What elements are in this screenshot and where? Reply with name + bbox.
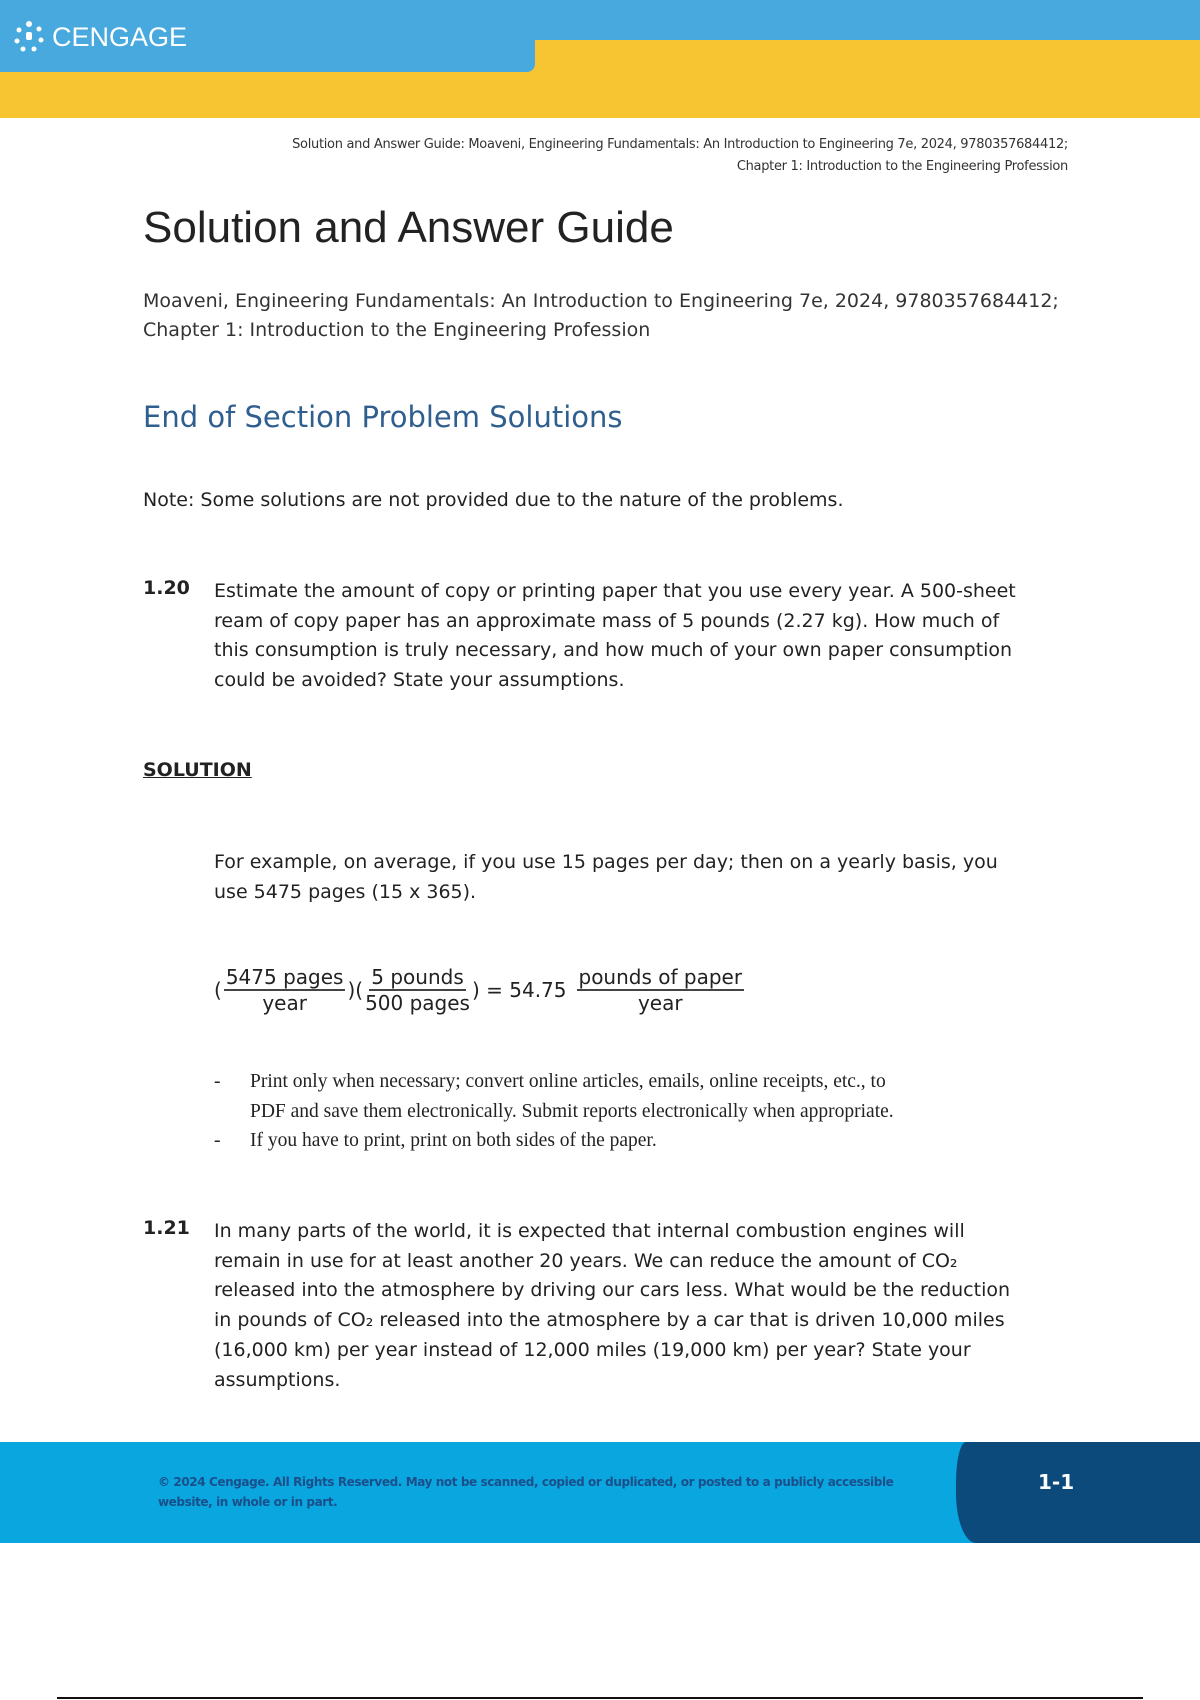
- problem-line: in pounds of CO₂ released into the atmosphere by a car that is driven 10,000 miles: [214, 1309, 1005, 1332]
- bullet-item: [214, 1126, 657, 1156]
- solution-line: For example, on average, if you use 15 pages per day; then on a yearly basis, you: [214, 851, 998, 873]
- problem-line: assumptions.: [214, 1368, 341, 1391]
- page-number: 1-1: [1038, 1470, 1075, 1494]
- solution-heading: SOLUTION: [143, 759, 252, 781]
- problem-line: could be avoided? State your assumptions.: [214, 669, 625, 692]
- fraction-result-units: [577, 965, 745, 1015]
- problem-line: Estimate the amount of copy or printing paper that you use every year. A 500-sheet: [214, 580, 1016, 602]
- denominator: 500 pages: [365, 991, 470, 1015]
- formula-times: )(: [347, 978, 364, 1002]
- running-header-line-1: Solution and Answer Guide: Moaveni, Engineering Fundamentals: An Introduction to Engineering 7e, 2024, 9780357684412;: [292, 137, 1068, 152]
- numerator: pounds of paper: [578, 965, 743, 989]
- book-citation-line-2: Chapter 1: Introduction to the Engineering Profession: [143, 319, 651, 341]
- paper-mass-formula: [214, 965, 746, 1015]
- numerator: 5 pounds: [371, 965, 464, 989]
- running-header-line-2: Chapter 1: Introduction to the Engineering Profession: [736, 159, 1068, 174]
- denominator: year: [637, 991, 683, 1015]
- problem-line: In many parts of the world, it is expected that internal combustion engines will: [214, 1220, 965, 1242]
- header-banner: [0, 0, 1200, 118]
- cengage-logo-icon: [12, 20, 46, 54]
- page-title: Solution and Answer Guide: [143, 203, 674, 252]
- problem-line: (16,000 km) per year instead of 12,000 miles (19,000 km) per year? State your: [214, 1338, 971, 1361]
- numerator: 5475 pages: [225, 965, 344, 989]
- fraction-pounds-per-pages: [365, 965, 470, 1015]
- bullet-marker: -: [214, 1130, 221, 1151]
- problem-1-21-text: [214, 1217, 1010, 1395]
- logo-text: CENGAGE: [52, 21, 188, 52]
- page-footer: [0, 1442, 1200, 1543]
- problem-1-20-text: [214, 577, 1016, 696]
- problem-line: released into the atmosphere by driving our cars less. What would be the reduction: [214, 1279, 1011, 1302]
- bullet-line: If you have to print, print on both sides of the paper.: [250, 1130, 657, 1151]
- problem-line: ream of copy paper has an approximate mass of 5 pounds (2.27 kg). How much of: [214, 609, 1000, 632]
- bullet-line: PDF and save them electronically. Submit reports electronically when appropriate.: [250, 1100, 894, 1122]
- problem-number: 1.20: [143, 577, 190, 599]
- bullet-line: Print only when necessary; convert online articles, emails, online receipts, etc., to: [250, 1071, 886, 1092]
- page-divider: [57, 1697, 1143, 1699]
- section-heading: End of Section Problem Solutions: [143, 400, 623, 434]
- formula-result: ) = 54.75: [471, 978, 567, 1002]
- problem-number: 1.21: [143, 1217, 190, 1239]
- problem-line: remain in use for at least another 20 years. We can reduce the amount of CO₂: [214, 1249, 958, 1272]
- book-citation-line-1: Moaveni, Engineering Fundamentals: An Introduction to Engineering 7e, 2024, 9780357684412;: [143, 290, 1059, 312]
- problem-line: this consumption is truly necessary, and how much of your own paper consumption: [214, 639, 1013, 662]
- note-text: Note: Some solutions are not provided due to the nature of the problems.: [143, 489, 844, 511]
- fraction-pages-per-year: [224, 965, 346, 1015]
- cengage-logo: [12, 20, 187, 54]
- solution-line: use 5475 pages (15 x 365).: [214, 880, 477, 903]
- copyright-notice: © 2024 Cengage. All Rights Reserved. May not be scanned, copied or duplicated, or posted to a publicly accessible website, in whole or in part.: [158, 1475, 894, 1509]
- bullet-item: [214, 1067, 894, 1126]
- bullet-marker: -: [214, 1071, 221, 1092]
- denominator: year: [262, 991, 307, 1015]
- formula-paren: (: [214, 978, 222, 1002]
- solution-text: [214, 848, 998, 907]
